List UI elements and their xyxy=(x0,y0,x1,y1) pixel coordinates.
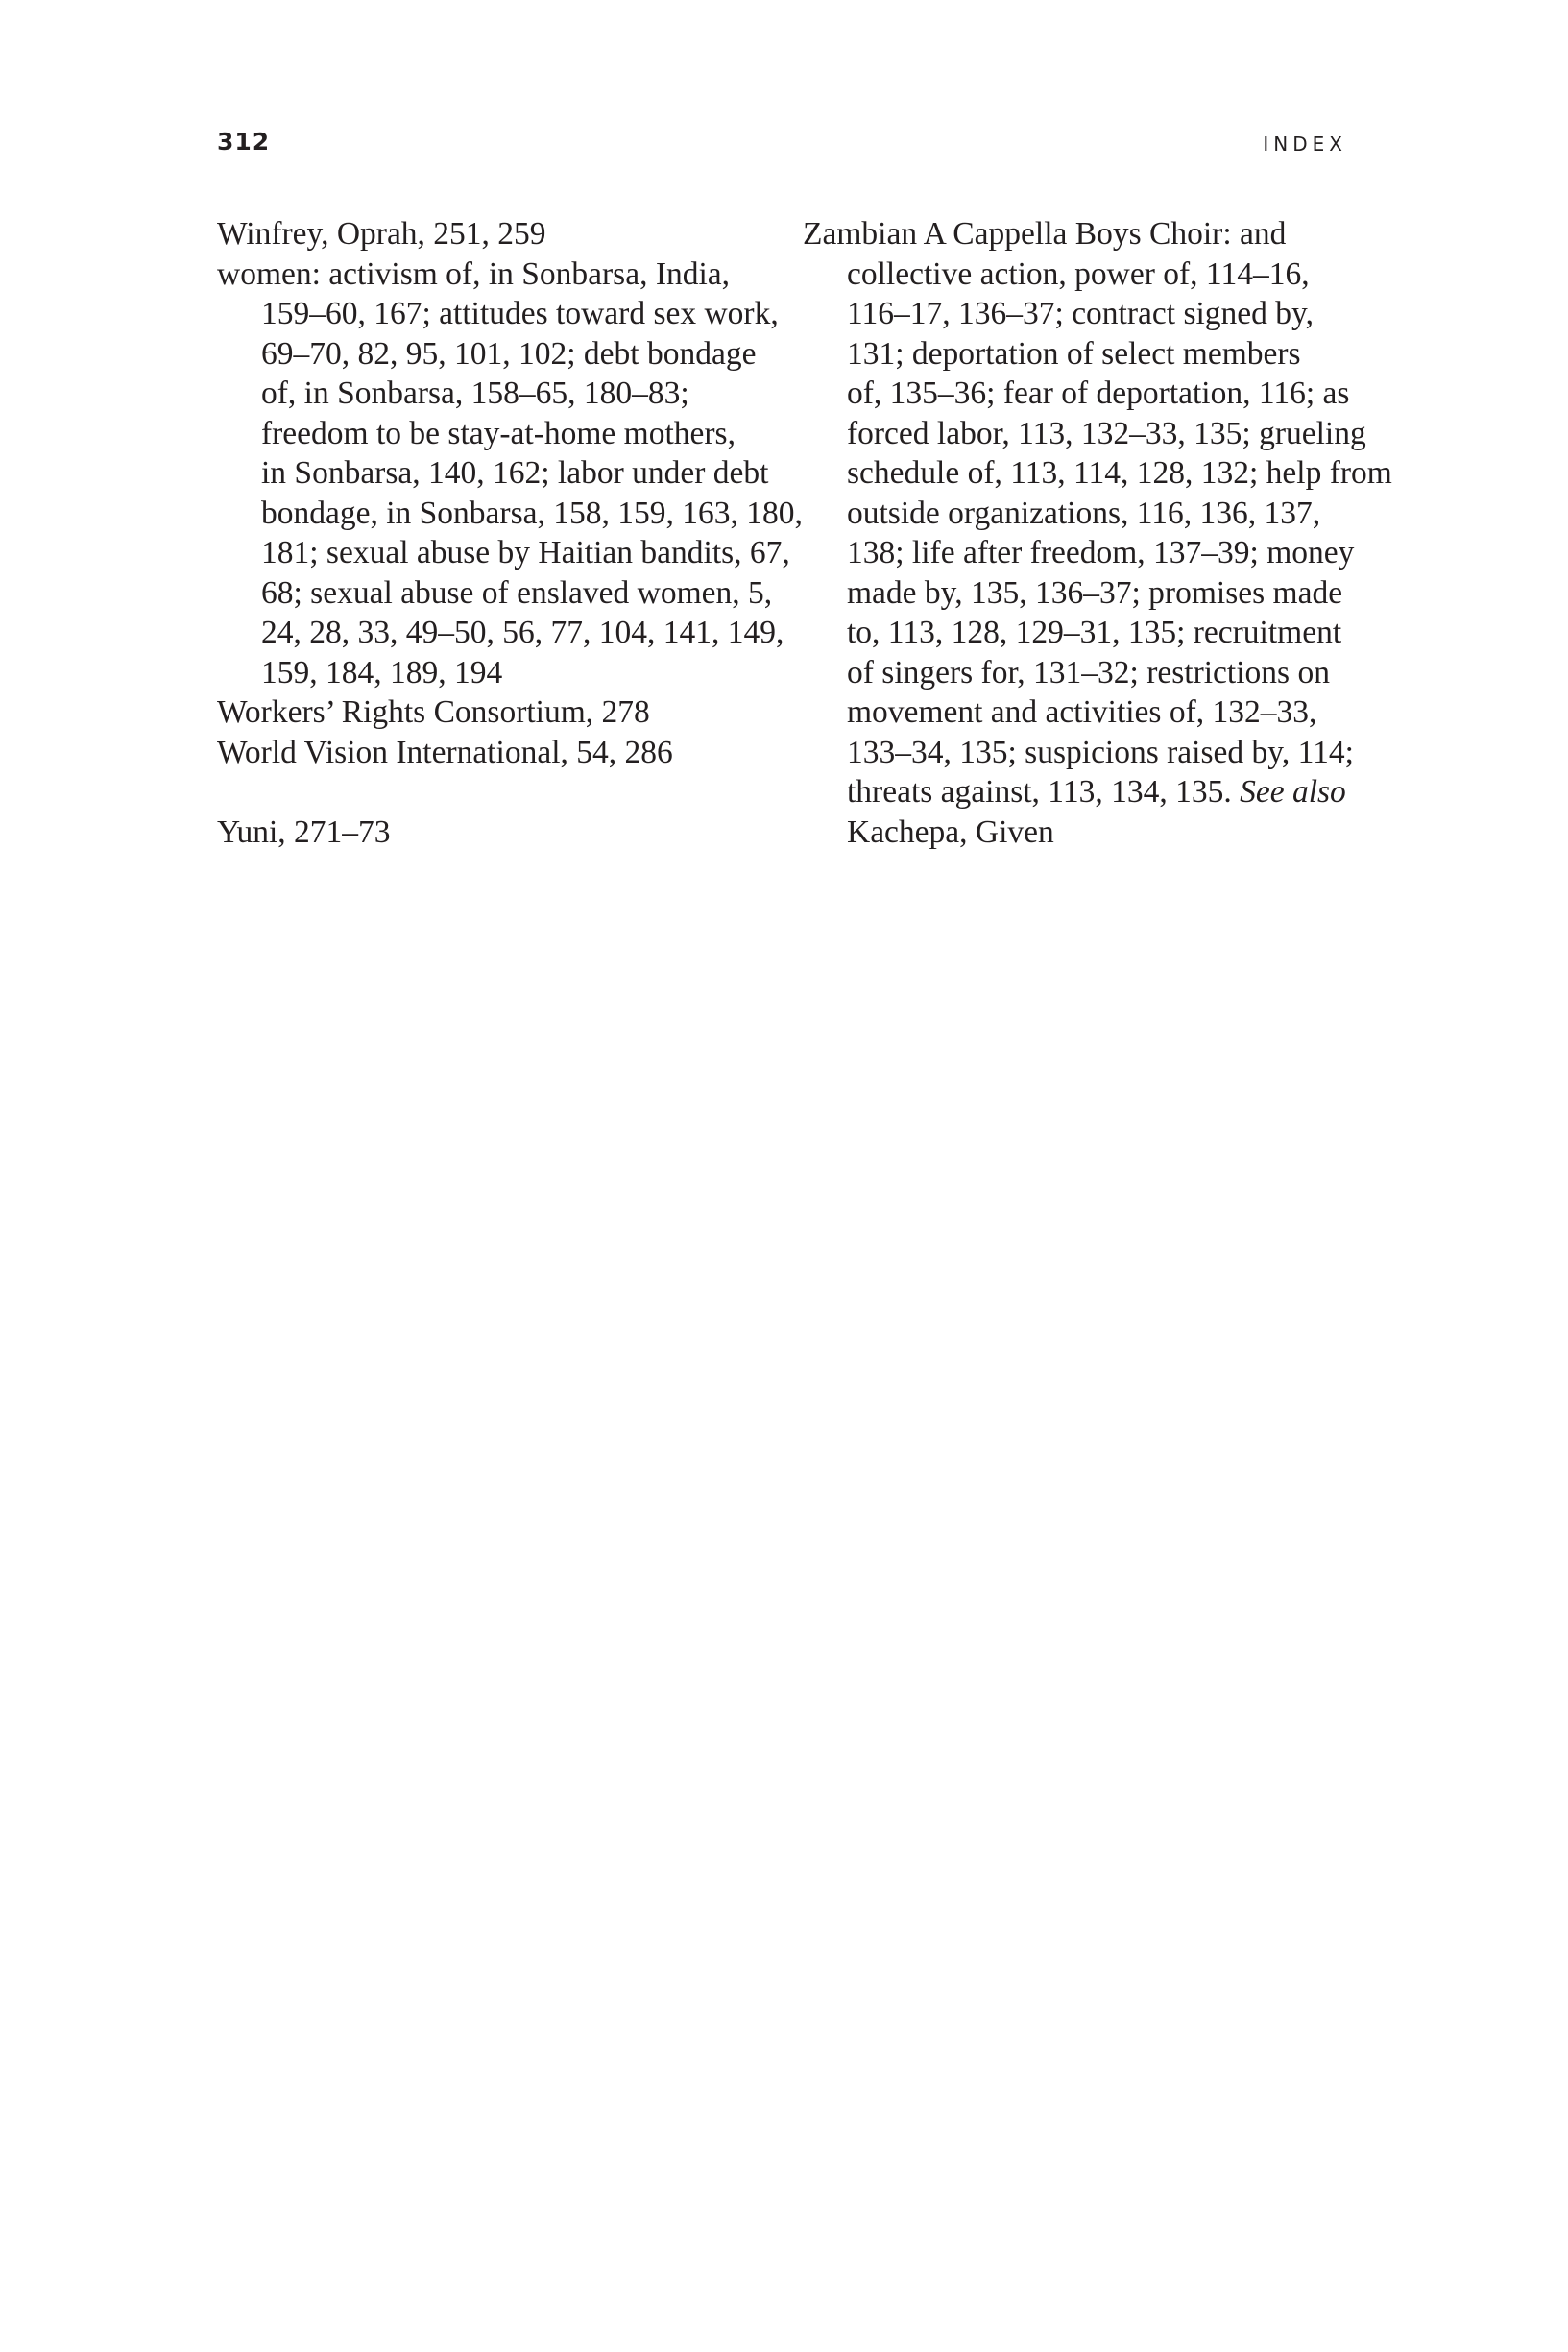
running-head: INDEX xyxy=(1263,133,1347,156)
page-number: 312 xyxy=(217,128,271,156)
entry-line: Winfrey, Oprah, 251, 259 xyxy=(217,216,546,252)
entry-line: of, 135–36; fear of deportation, 116; as xyxy=(847,376,1350,411)
see-also-reference: See also xyxy=(1240,774,1346,810)
entry-line: 138; life after freedom, 137–39; money xyxy=(847,535,1355,570)
entry-line: 159, 184, 189, 194 xyxy=(261,654,503,691)
letter-group-gap xyxy=(217,772,793,812)
index-entry-winfrey xyxy=(217,214,793,255)
entry-line: movement and activities of, 132–33, xyxy=(847,694,1317,730)
entry-line: schedule of, 113, 114, 128, 132; help from xyxy=(847,455,1392,491)
entry-line: 181; sexual abuse by Haitian bandits, 67, xyxy=(261,535,790,570)
index-column-left xyxy=(217,214,803,852)
entry-line: World Vision International, 54, 286 xyxy=(217,734,673,770)
entry-line: 24, 28, 33, 49–50, 56, 77, 104, 141, 149, xyxy=(261,615,784,650)
entry-line: 68; sexual abuse of enslaved women, 5, xyxy=(261,574,773,611)
entry-line: of, in Sonbarsa, 158–65, 180–83; xyxy=(261,376,689,411)
entry-text: threats against, 113, 134, 135. xyxy=(847,774,1241,810)
entry-line: to, 113, 128, 129–31, 135; recruitment xyxy=(847,615,1342,650)
index-entry-workers xyxy=(217,692,793,733)
entry-line: freedom to be stay-at-home mothers, xyxy=(261,415,736,451)
entry-line xyxy=(803,772,1360,812)
entry-line: forced labor, 113, 132–33, 135; grueling xyxy=(847,415,1366,451)
entry-line: outside organizations, 116, 136, 137, xyxy=(847,495,1321,531)
entry-line: Zambian A Cappella Boys Choir: and xyxy=(803,216,1287,252)
index-entry-world-vision xyxy=(217,733,793,773)
entry-line: Workers’ Rights Consortium, 278 xyxy=(217,694,650,730)
entry-line: 116–17, 136–37; contract signed by, xyxy=(847,296,1314,331)
entry-line: Kachepa, Given xyxy=(847,813,1054,850)
entry-line: of singers for, 131–32; restrictions on xyxy=(847,654,1330,691)
entry-line: Yuni, 271–73 xyxy=(217,813,391,850)
entry-line: in Sonbarsa, 140, 162; labor under debt xyxy=(261,455,769,491)
entry-line: bondage, in Sonbarsa, 158, 159, 163, 180, xyxy=(261,495,803,531)
entry-line: women: activism of, in Sonbarsa, India, xyxy=(217,255,731,292)
index-entry-women xyxy=(217,255,803,693)
entry-line: 69–70, 82, 95, 101, 102; debt bondage xyxy=(261,335,757,372)
entry-line: collective action, power of, 114–16, xyxy=(847,255,1310,292)
entry-line: made by, 135, 136–37; promises made xyxy=(847,574,1343,611)
index-column-right xyxy=(803,214,1392,852)
index-entry-yuni xyxy=(217,812,793,853)
entry-line: 159–60, 167; attitudes toward sex work, xyxy=(261,296,779,331)
index-entry-zambian-choir xyxy=(803,214,1392,852)
entry-line: 133–34, 135; suspicions raised by, 114; xyxy=(847,734,1354,770)
entry-line: 131; deportation of select members xyxy=(847,335,1301,372)
